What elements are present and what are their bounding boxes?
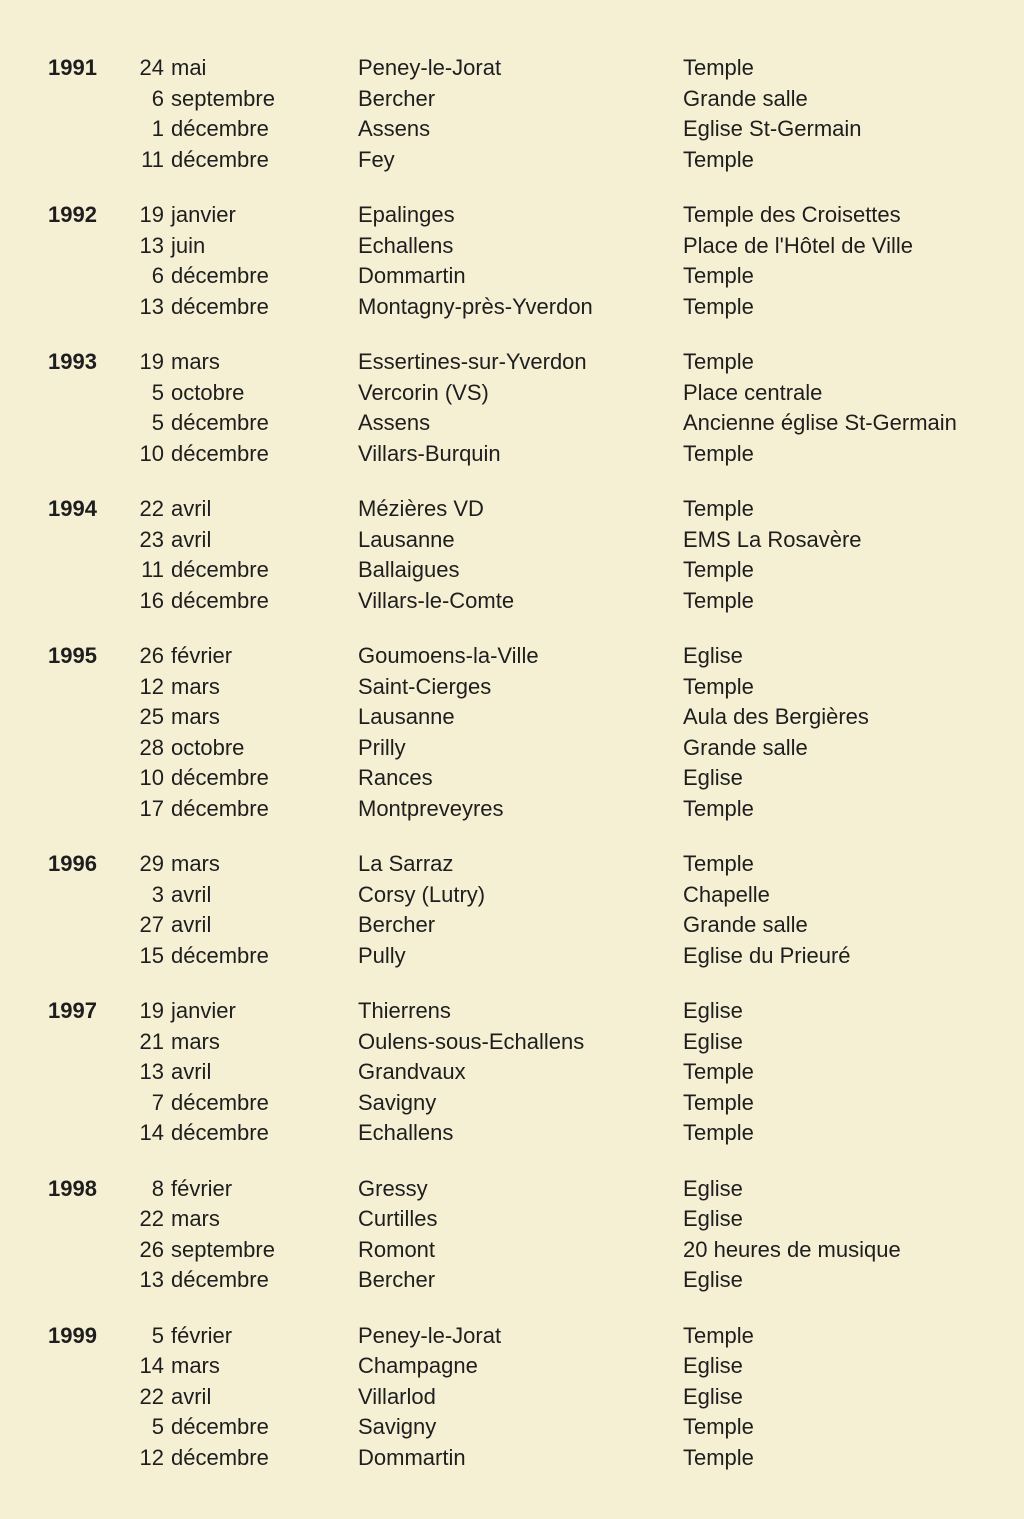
event-venue: Temple — [683, 1414, 754, 1439]
event-day: 22 — [139, 1206, 164, 1231]
table-row — [48, 1174, 1004, 1205]
table-row — [48, 378, 1004, 409]
event-day: 10 — [139, 440, 164, 466]
event-group — [48, 200, 1004, 322]
event-day: 5 — [151, 379, 164, 405]
table-row — [48, 1235, 1004, 1266]
event-place: Mézières VD — [358, 496, 484, 521]
event-group — [48, 1321, 1004, 1474]
event-month: avril — [171, 912, 212, 937]
event-day: 27 — [139, 912, 164, 937]
event-venue: Temple — [683, 1120, 754, 1145]
event-venue: Temple — [683, 55, 754, 80]
event-date — [138, 408, 358, 439]
event-place: Villars-Burquin — [358, 440, 501, 466]
event-place: Saint-Cierges — [358, 673, 492, 699]
event-month: décembre — [171, 557, 269, 582]
event-month: décembre — [171, 263, 269, 288]
event-date — [138, 53, 358, 84]
event-place: Ballaigues — [358, 557, 460, 582]
event-month: avril — [171, 881, 212, 907]
table-row — [48, 1204, 1004, 1235]
event-month: février — [171, 1175, 233, 1201]
events-list — [48, 53, 1004, 1473]
event-place: Dommartin — [358, 1444, 466, 1470]
table-row — [48, 494, 1004, 525]
event-day: 15 — [139, 942, 164, 968]
table-row — [48, 733, 1004, 764]
event-date — [138, 114, 358, 145]
event-group — [48, 849, 1004, 971]
event-place: Savigny — [358, 1089, 437, 1115]
event-day: 14 — [139, 1120, 164, 1145]
year-label — [48, 1088, 138, 1119]
year-label — [48, 763, 138, 794]
event-month: juin — [171, 232, 206, 258]
event-month: septembre — [171, 85, 275, 111]
event-date — [138, 1321, 358, 1352]
year-label — [48, 910, 138, 941]
event-date — [138, 200, 358, 231]
table-row — [48, 996, 1004, 1027]
table-row — [48, 1057, 1004, 1088]
event-venue: Temple — [683, 1322, 754, 1348]
event-group — [48, 53, 1004, 175]
event-date — [138, 794, 358, 825]
year-label — [48, 733, 138, 764]
event-place: Montagny-près-Yverdon — [358, 293, 593, 319]
event-venue: Place de l'Hôtel de Ville — [683, 232, 914, 258]
event-venue: Temple — [683, 146, 754, 172]
year-label — [48, 378, 138, 409]
event-place: Rances — [358, 765, 433, 790]
event-place: Gressy — [358, 1175, 428, 1201]
year-label — [48, 408, 138, 439]
year-label — [48, 1443, 138, 1474]
year-label — [48, 1382, 138, 1413]
event-place: Lausanne — [358, 704, 455, 729]
event-month: décembre — [171, 1089, 269, 1115]
table-row — [48, 1118, 1004, 1149]
event-month: décembre — [171, 410, 269, 435]
table-row — [48, 231, 1004, 262]
event-place: Vercorin (VS) — [358, 379, 489, 405]
event-day: 29 — [139, 851, 164, 876]
event-venue: Eglise — [683, 643, 743, 668]
event-month: mars — [171, 673, 220, 699]
event-date — [138, 494, 358, 525]
event-month: mars — [171, 1206, 220, 1231]
event-venue: Temple — [683, 673, 754, 699]
event-date — [138, 439, 358, 470]
year-label — [48, 114, 138, 145]
event-day: 22 — [139, 496, 164, 521]
event-month: décembre — [171, 1120, 269, 1145]
event-day: 21 — [139, 1028, 164, 1054]
event-month: avril — [171, 1383, 212, 1409]
event-group — [48, 494, 1004, 616]
event-venue: Temple — [683, 851, 754, 876]
event-place: La Sarraz — [358, 851, 454, 876]
year-label — [48, 941, 138, 972]
event-day: 26 — [139, 1236, 164, 1262]
table-row — [48, 586, 1004, 617]
event-date — [138, 849, 358, 880]
event-venue: Temple — [683, 795, 754, 821]
event-venue: Temple — [683, 557, 754, 582]
event-date — [138, 347, 358, 378]
event-place: Peney-le-Jorat — [358, 1322, 502, 1348]
event-date — [138, 555, 358, 586]
event-date — [138, 880, 358, 911]
event-group — [48, 1174, 1004, 1296]
event-date — [138, 1382, 358, 1413]
year-label — [48, 1057, 138, 1088]
event-place: Romont — [358, 1236, 436, 1262]
year-label — [48, 672, 138, 703]
table-row — [48, 84, 1004, 115]
event-venue: Aula des Bergières — [683, 704, 869, 729]
event-month: décembre — [171, 1444, 269, 1470]
table-row — [48, 145, 1004, 176]
event-day: 10 — [139, 765, 164, 790]
table-row — [48, 910, 1004, 941]
event-venue: Temple — [683, 263, 754, 288]
event-date — [138, 733, 358, 764]
event-day: 8 — [151, 1175, 164, 1201]
event-month: avril — [171, 526, 212, 552]
event-month: octobre — [171, 734, 245, 760]
event-place: Peney-le-Jorat — [358, 55, 502, 80]
event-month: janvier — [171, 998, 236, 1023]
event-date — [138, 1204, 358, 1235]
event-place: Fey — [358, 146, 395, 172]
event-place: Villars-le-Comte — [358, 587, 515, 613]
event-day: 13 — [139, 293, 164, 319]
event-venue: Eglise — [683, 1028, 743, 1054]
table-row — [48, 525, 1004, 556]
event-date — [138, 1412, 358, 1443]
event-place: Bercher — [358, 85, 436, 111]
event-place: Villarlod — [358, 1383, 436, 1409]
table-row — [48, 200, 1004, 231]
event-venue: Temple — [683, 1059, 754, 1084]
event-venue: Eglise — [683, 1353, 743, 1378]
table-row — [48, 1412, 1004, 1443]
event-day: 13 — [139, 1267, 164, 1292]
event-venue: Eglise — [683, 998, 743, 1023]
event-date — [138, 1443, 358, 1474]
table-row — [48, 1382, 1004, 1413]
event-place: Prilly — [358, 734, 406, 760]
event-month: décembre — [171, 942, 269, 968]
event-venue: EMS La Rosavère — [683, 526, 862, 552]
event-date — [138, 1027, 358, 1058]
event-day: 14 — [139, 1353, 164, 1378]
event-venue: Eglise — [683, 1175, 743, 1201]
table-row — [48, 763, 1004, 794]
year-label — [48, 794, 138, 825]
table-row — [48, 641, 1004, 672]
event-day: 11 — [141, 557, 164, 582]
event-venue: 20 heures de musique — [683, 1236, 901, 1262]
event-place: Bercher — [358, 912, 436, 937]
table-row — [48, 555, 1004, 586]
event-day: 28 — [139, 734, 164, 760]
table-row — [48, 794, 1004, 825]
event-place: Echallens — [358, 232, 454, 258]
year-label — [48, 1204, 138, 1235]
event-day: 13 — [139, 232, 164, 258]
table-row — [48, 261, 1004, 292]
event-month: mars — [171, 851, 220, 876]
year-label — [48, 1118, 138, 1149]
event-month: décembre — [171, 587, 269, 613]
event-place: Assens — [358, 410, 431, 435]
event-date — [138, 586, 358, 617]
event-place: Corsy (Lutry) — [358, 881, 486, 907]
table-row — [48, 849, 1004, 880]
table-row — [48, 53, 1004, 84]
year-label — [48, 1027, 138, 1058]
year-label: 1997 — [48, 998, 97, 1023]
event-day: 17 — [139, 795, 164, 821]
event-place: Thierrens — [358, 998, 451, 1023]
event-venue: Grande salle — [683, 912, 808, 937]
event-day: 22 — [139, 1383, 164, 1409]
event-date — [138, 941, 358, 972]
event-place: Essertines-sur-Yverdon — [358, 349, 587, 374]
table-row — [48, 941, 1004, 972]
event-place: Goumoens-la-Ville — [358, 643, 539, 668]
event-group — [48, 641, 1004, 824]
event-place: Assens — [358, 116, 431, 141]
event-month: septembre — [171, 1236, 275, 1262]
event-month: octobre — [171, 379, 245, 405]
event-day: 3 — [151, 881, 164, 907]
event-month: avril — [171, 496, 212, 521]
event-month: décembre — [171, 440, 269, 466]
event-date — [138, 1118, 358, 1149]
year-label — [48, 84, 138, 115]
event-day: 5 — [151, 410, 164, 435]
event-date — [138, 84, 358, 115]
event-venue: Ancienne église St-Germain — [683, 410, 957, 435]
event-date — [138, 292, 358, 323]
event-month: avril — [171, 1059, 212, 1084]
event-day: 12 — [139, 673, 164, 699]
table-row — [48, 114, 1004, 145]
event-day: 13 — [139, 1059, 164, 1084]
event-month: mai — [171, 55, 207, 80]
year-label — [48, 145, 138, 176]
event-place: Lausanne — [358, 526, 455, 552]
event-day: 6 — [151, 85, 164, 111]
event-day: 12 — [139, 1444, 164, 1470]
event-day: 5 — [151, 1322, 164, 1348]
event-venue: Temple — [683, 349, 754, 374]
event-month: janvier — [171, 202, 236, 227]
event-date — [138, 672, 358, 703]
year-label — [48, 880, 138, 911]
event-place: Oulens-sous-Echallens — [358, 1028, 585, 1054]
event-day: 7 — [151, 1089, 164, 1115]
event-month: décembre — [171, 1414, 269, 1439]
year-label — [48, 586, 138, 617]
event-venue: Eglise — [683, 1206, 743, 1231]
event-place: Echallens — [358, 1120, 454, 1145]
year-label — [48, 702, 138, 733]
event-venue: Temple — [683, 496, 754, 521]
year-label — [48, 1235, 138, 1266]
year-label: 1999 — [48, 1322, 97, 1348]
table-row — [48, 439, 1004, 470]
event-venue: Temple — [683, 587, 754, 613]
event-place: Epalinges — [358, 202, 455, 227]
event-month: décembre — [171, 765, 269, 790]
year-label — [48, 1412, 138, 1443]
event-venue: Grande salle — [683, 85, 808, 111]
event-day: 16 — [139, 587, 164, 613]
event-month: décembre — [171, 1267, 269, 1292]
year-label: 1995 — [48, 643, 97, 668]
event-venue: Eglise — [683, 1383, 743, 1409]
event-day: 19 — [139, 349, 164, 374]
table-row — [48, 1088, 1004, 1119]
event-day: 26 — [139, 643, 164, 668]
event-venue: Temple — [683, 1444, 754, 1470]
table-row — [48, 672, 1004, 703]
event-place: Champagne — [358, 1353, 478, 1378]
event-day: 24 — [139, 55, 164, 80]
event-venue: Chapelle — [683, 881, 770, 907]
event-date — [138, 641, 358, 672]
event-place: Dommartin — [358, 263, 466, 288]
event-date — [138, 1351, 358, 1382]
event-place: Bercher — [358, 1267, 436, 1292]
event-venue: Temple — [683, 293, 754, 319]
year-label — [48, 555, 138, 586]
table-row — [48, 1265, 1004, 1296]
event-venue: Eglise — [683, 765, 743, 790]
event-group — [48, 996, 1004, 1149]
event-venue: Place centrale — [683, 379, 823, 405]
event-date — [138, 145, 358, 176]
year-label — [48, 439, 138, 470]
table-row — [48, 1321, 1004, 1352]
event-day: 6 — [151, 263, 164, 288]
event-date — [138, 763, 358, 794]
event-venue: Eglise du Prieuré — [683, 942, 851, 968]
event-venue: Grande salle — [683, 734, 808, 760]
event-date — [138, 378, 358, 409]
year-label: 1996 — [48, 851, 97, 876]
table-row — [48, 1443, 1004, 1474]
year-label: 1993 — [48, 349, 97, 374]
event-month: mars — [171, 349, 220, 374]
event-day: 25 — [139, 704, 164, 729]
year-label: 1994 — [48, 496, 97, 521]
event-day: 1 — [151, 116, 164, 141]
table-row — [48, 1351, 1004, 1382]
event-month: février — [171, 1322, 233, 1348]
table-row — [48, 408, 1004, 439]
event-place: Curtilles — [358, 1206, 438, 1231]
event-date — [138, 996, 358, 1027]
event-date — [138, 261, 358, 292]
event-month: décembre — [171, 293, 269, 319]
table-row — [48, 880, 1004, 911]
year-label — [48, 292, 138, 323]
event-venue: Temple — [683, 440, 754, 466]
table-row — [48, 1027, 1004, 1058]
event-date — [138, 1235, 358, 1266]
event-date — [138, 1088, 358, 1119]
event-date — [138, 1174, 358, 1205]
event-day: 11 — [141, 146, 164, 172]
year-label: 1992 — [48, 202, 97, 227]
table-row — [48, 292, 1004, 323]
table-row — [48, 702, 1004, 733]
event-day: 19 — [139, 998, 164, 1023]
event-month: mars — [171, 1028, 220, 1054]
event-venue: Eglise — [683, 1267, 743, 1292]
year-label: 1991 — [48, 55, 97, 80]
event-venue: Temple — [683, 1089, 754, 1115]
event-venue: Eglise St-Germain — [683, 116, 862, 141]
year-label — [48, 1351, 138, 1382]
event-date — [138, 702, 358, 733]
event-month: décembre — [171, 795, 269, 821]
year-label — [48, 261, 138, 292]
event-date — [138, 231, 358, 262]
year-label: 1998 — [48, 1175, 97, 1201]
event-venue: Temple des Croisettes — [683, 202, 901, 227]
event-date — [138, 1265, 358, 1296]
event-place: Savigny — [358, 1414, 437, 1439]
year-label — [48, 1265, 138, 1296]
event-date — [138, 1057, 358, 1088]
event-day: 19 — [139, 202, 164, 227]
event-day: 5 — [151, 1414, 164, 1439]
table-row — [48, 347, 1004, 378]
event-date — [138, 910, 358, 941]
event-month: mars — [171, 1353, 220, 1378]
event-place: Grandvaux — [358, 1059, 466, 1084]
event-place: Montpreveyres — [358, 795, 504, 821]
year-label — [48, 525, 138, 556]
event-day: 23 — [139, 526, 164, 552]
event-place: Pully — [358, 942, 406, 968]
event-month: mars — [171, 704, 220, 729]
year-label — [48, 231, 138, 262]
event-group — [48, 347, 1004, 469]
event-month: décembre — [171, 116, 269, 141]
event-date — [138, 525, 358, 556]
event-month: février — [171, 643, 233, 668]
event-month: décembre — [171, 146, 269, 172]
